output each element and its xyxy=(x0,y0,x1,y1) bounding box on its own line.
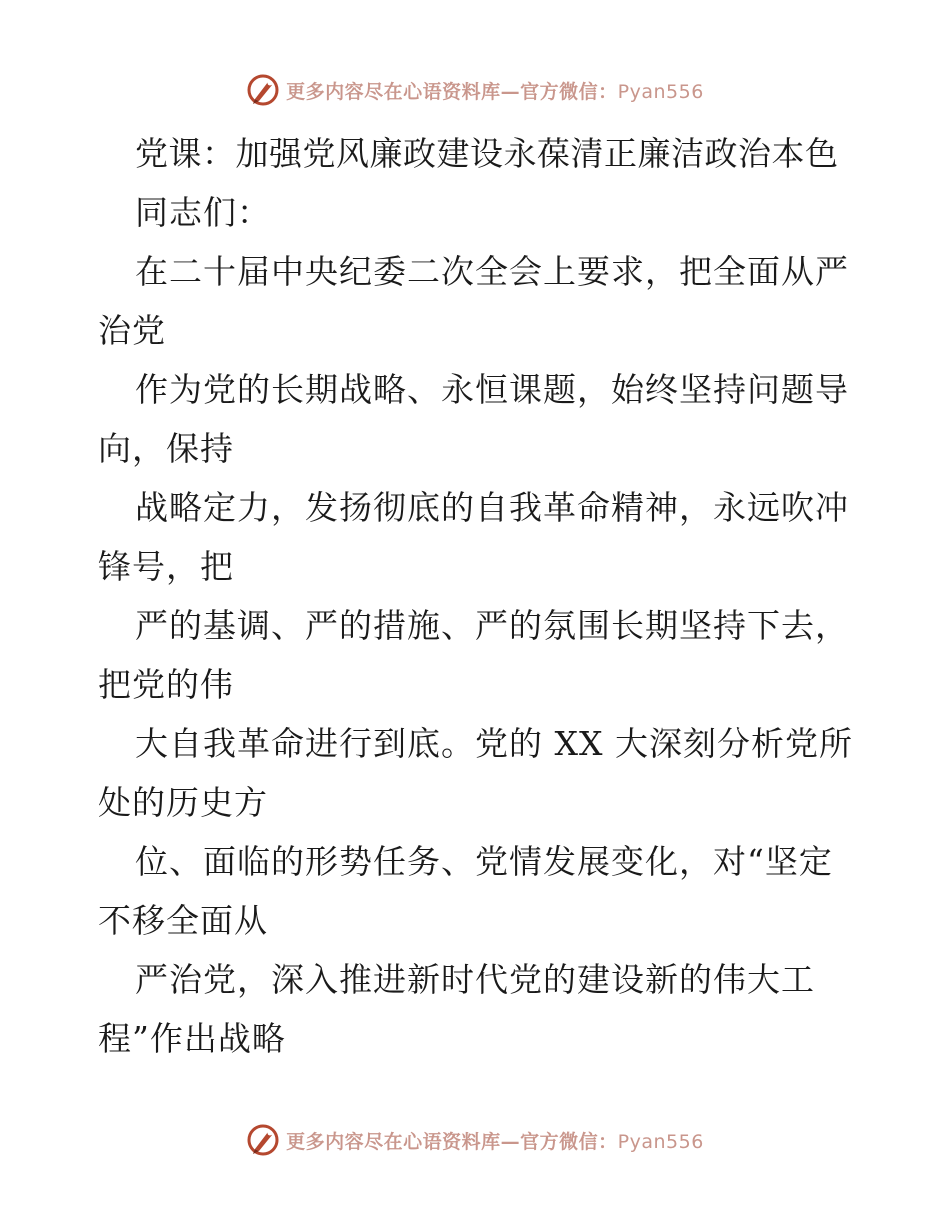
greeting: 同志们： xyxy=(135,193,271,232)
body-text-line: 位、面临的形势任务、党情发展变化，对“坚定 xyxy=(135,842,833,881)
body-text-line: 严治党，深入推进新时代党的建设新的伟大工 xyxy=(135,960,815,999)
body-text-line: 在二十届中央纪委二次全会上要求，把全面从严 xyxy=(135,252,849,291)
watermark-header xyxy=(0,70,950,110)
brush-pen-logo-icon xyxy=(246,1123,280,1157)
body-text-line: 把党的伟 xyxy=(98,665,234,704)
body-text-line: 治党 xyxy=(98,311,166,350)
body-text-line: 锋号，把 xyxy=(98,547,234,586)
body-text-line: 程”作出战略 xyxy=(98,1019,286,1058)
watermark-footer xyxy=(0,1120,950,1160)
brush-pen-logo-icon xyxy=(246,73,280,107)
body-text-line: 作为党的长期战略、永恒课题，始终坚持问题导 xyxy=(135,370,849,409)
body-text-line: 大自我革命进行到底。党的 XX 大深刻分析党所 xyxy=(135,724,853,763)
document-title: 党课：加强党风廉政建设永葆清正廉洁政治本色 xyxy=(135,134,839,173)
paragraph-lines xyxy=(98,242,858,1068)
body-text-line: 战略定力，发扬彻底的自我革命精神，永远吹冲 xyxy=(135,488,849,527)
watermark-wechat-id: Pyan556 xyxy=(617,80,704,103)
body-text-line: 处的历史方 xyxy=(98,783,268,822)
watermark-wechat-id: Pyan556 xyxy=(617,1130,704,1153)
body-text-line: 严的基调、严的措施、严的氛围长期坚持下去， xyxy=(135,606,849,645)
body-text-line: 不移全面从 xyxy=(98,901,268,940)
document-body xyxy=(98,124,858,1068)
watermark-text: 更多内容尽在心语资料库—官方微信：Pyan556 xyxy=(286,80,704,103)
watermark-text: 更多内容尽在心语资料库—官方微信：Pyan556 xyxy=(286,1130,704,1153)
body-text-line: 向，保持 xyxy=(98,429,234,468)
